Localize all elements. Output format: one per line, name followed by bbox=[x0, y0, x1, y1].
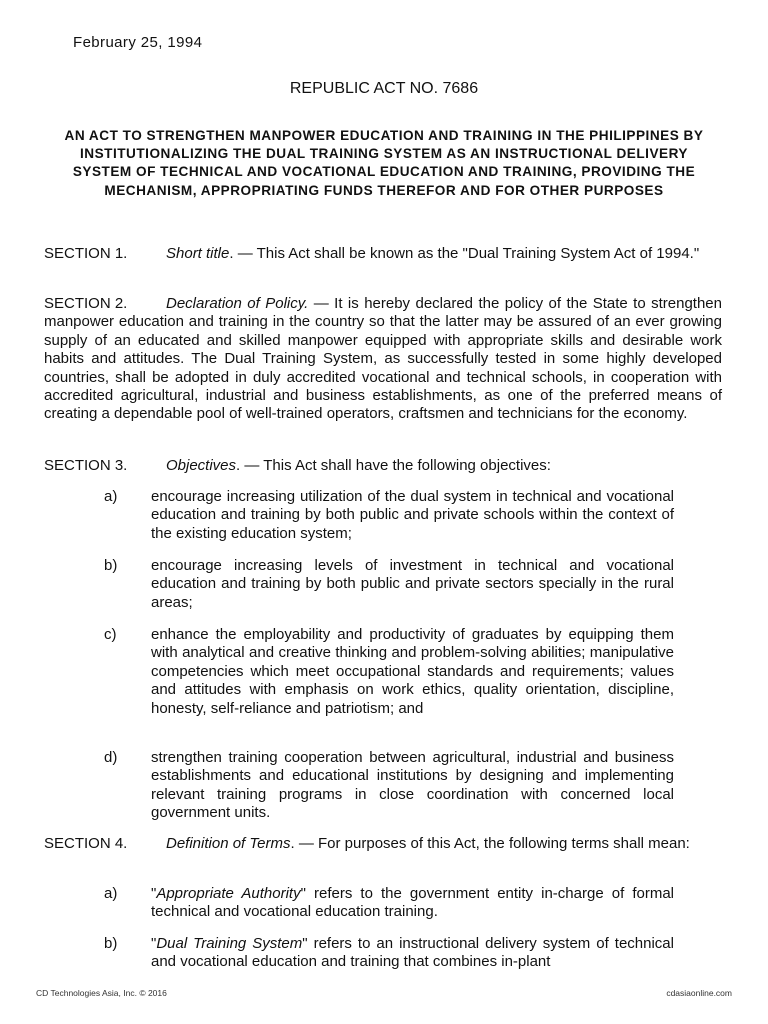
section-4 bbox=[44, 835, 722, 853]
section-text: It is hereby declared the policy of the State to strengthen manpower education and training in the country so that the latter may be assured of an ever growing supply of an educated and skilled manpower equipped with appropriate skills and desirable work habits and attitudes. The Dual Training System, as successfully tested in some highly developed countries, shall be adopted in duly accredited vocational and technical schools, in cooperation with accredited agricultural, industrial and business establishments, as one of the preferred means of creating a dependable pool of well-trained operators, craftsmen and technicians for the economy. bbox=[44, 295, 722, 423]
quote-close: " bbox=[302, 935, 308, 952]
section-1 bbox=[44, 245, 722, 263]
objective-item bbox=[104, 626, 674, 718]
section-text: This Act shall have the following objectives: bbox=[263, 457, 551, 474]
item-letter: a) bbox=[104, 488, 118, 505]
item-letter: a) bbox=[104, 885, 118, 902]
item-text bbox=[151, 885, 674, 922]
section-3 bbox=[44, 457, 722, 475]
section-separator: — bbox=[308, 295, 335, 312]
section-heading: Short title bbox=[166, 245, 230, 262]
section-2 bbox=[44, 295, 722, 424]
section-heading: Definition of Terms bbox=[166, 835, 291, 852]
definition-item bbox=[104, 885, 674, 922]
section-separator: . — bbox=[236, 457, 264, 474]
defined-term: Dual Training System bbox=[156, 935, 303, 952]
objective-item bbox=[104, 749, 674, 823]
definition-item bbox=[104, 935, 674, 972]
footer-copyright: CD Technologies Asia, Inc. © 2016 bbox=[36, 988, 167, 998]
objective-item bbox=[104, 488, 674, 543]
definition-text: refers to the government entity in-charge of formal technical and vocational education training. bbox=[151, 885, 674, 921]
footer-website: cdasiaonline.com bbox=[666, 988, 732, 998]
quote-close: " bbox=[300, 885, 306, 902]
section-label: SECTION 4. bbox=[44, 835, 128, 852]
quote-open: " bbox=[151, 935, 157, 952]
section-heading: Declaration of Policy. bbox=[166, 295, 309, 312]
item-letter: b) bbox=[104, 557, 118, 574]
section-text: For purposes of this Act, the following terms shall mean: bbox=[318, 835, 690, 852]
objective-item bbox=[104, 557, 674, 612]
item-letter: d) bbox=[104, 749, 118, 766]
document-date: February 25, 1994 bbox=[73, 34, 203, 51]
item-text: encourage increasing levels of investment in technical and vocational education and training by both public and private sectors specially in the rural areas; bbox=[151, 557, 674, 611]
section-separator: . — bbox=[290, 835, 319, 852]
section-label: SECTION 3. bbox=[44, 457, 128, 474]
item-text: strengthen training cooperation between agricultural, industrial and business establishments and educational institutions by designing and implementing relevant training programs in close coordination with concerned local government units. bbox=[151, 749, 674, 822]
section-label: SECTION 1. bbox=[44, 245, 128, 262]
item-letter: c) bbox=[104, 626, 117, 643]
act-number-title: REPUBLIC ACT NO. 7686 bbox=[289, 80, 479, 97]
section-text: This Act shall be known as the "Dual Training System Act of 1994." bbox=[256, 245, 700, 262]
section-label: SECTION 2. bbox=[44, 295, 128, 312]
item-letter: b) bbox=[104, 935, 118, 952]
quote-open: " bbox=[151, 885, 157, 902]
section-heading: Objectives bbox=[166, 457, 237, 474]
item-text: enhance the employability and productivity of graduates by equipping them with analytical and creative thinking and problem-solving abilities; manipulative competencies which meet occupational standards and requirements; values and attitudes with emphasis on work ethics, quality orientation, discipline, honesty, self-reliance and patriotism; and bbox=[151, 626, 674, 717]
definition-text: refers to an instructional delivery system of technical and vocational education and training that combines in-plant bbox=[151, 935, 674, 971]
act-long-title: AN ACT TO STRENGTHEN MANPOWER EDUCATION AND TRAINING IN THE PHILIPPINES BY INSTITUTIONALIZING THE DUAL TRAINING SYSTEM AS AN INSTRUCTIONAL DELIVERY SYSTEM OF TECHNICAL AND VOCATIONAL EDUCATION AND TRAINING, PROVIDING THE MECHANISM, APPROPRIATING FUNDS THEREFOR AND FOR OTHER PURPOSES bbox=[64, 128, 704, 198]
section-separator: . — bbox=[229, 245, 257, 262]
item-text: encourage increasing utilization of the dual system in technical and vocational education and training by both public and private schools within the context of the existing education system; bbox=[151, 488, 674, 542]
item-text bbox=[151, 935, 674, 972]
defined-term: Appropriate Authority bbox=[156, 885, 301, 902]
